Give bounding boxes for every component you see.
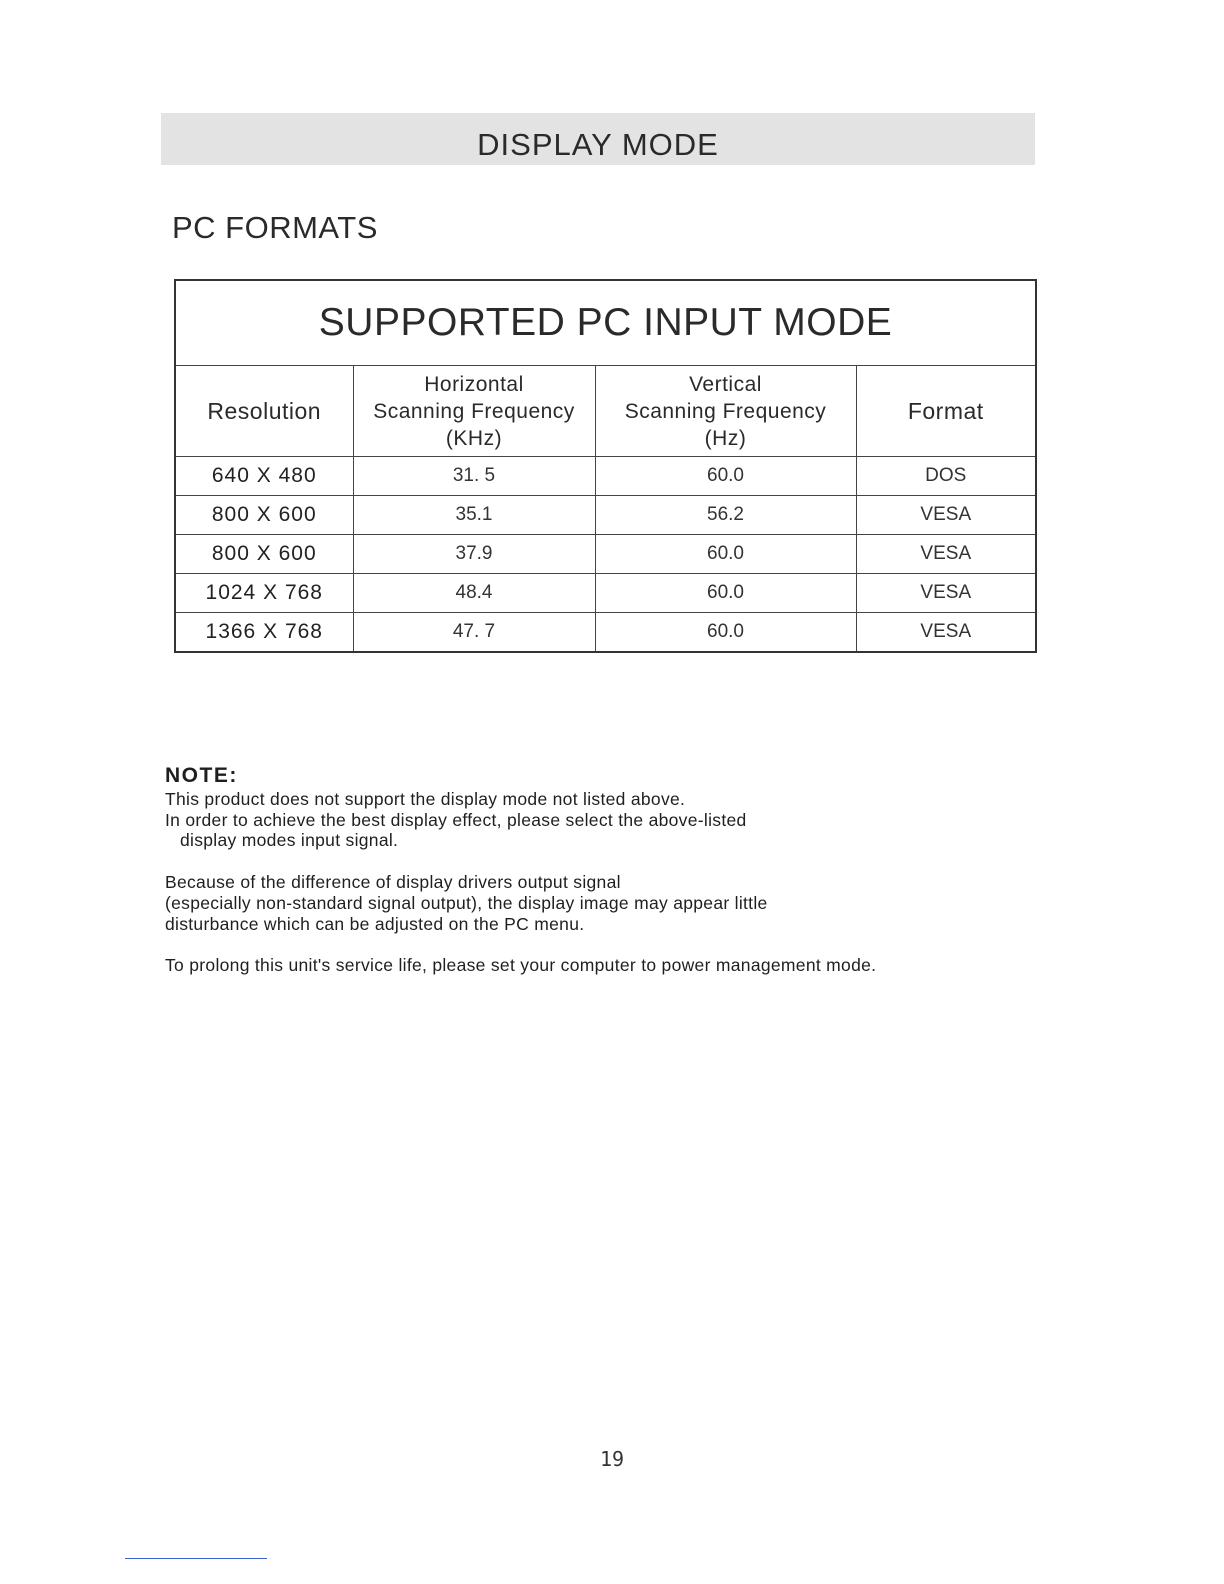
- horizontal-frequency-cell: 48.4: [353, 574, 595, 613]
- format-cell: VESA: [856, 613, 1036, 653]
- banner-title: DISPLAY MODE: [477, 127, 719, 162]
- header-vertical-line: (Hz): [704, 426, 747, 450]
- format-cell: VESA: [856, 574, 1036, 613]
- table-row: [175, 496, 1036, 535]
- header-horizontal-line: Horizontal: [424, 372, 524, 396]
- note-line: (especially non-standard signal output), the display image may appear little: [165, 892, 768, 913]
- header-horizontal-line: Scanning Frequency: [373, 399, 575, 423]
- note-section: [165, 766, 1025, 976]
- horizontal-frequency-cell: 35.1: [353, 496, 595, 535]
- format-cell: VESA: [856, 535, 1036, 574]
- horizontal-frequency-cell: 47. 7: [353, 613, 595, 653]
- resolution-cell: 1024 X 768: [175, 574, 353, 613]
- vertical-frequency-cell: 60.0: [595, 574, 856, 613]
- note-line: In order to achieve the best display effect, please select the above-listed: [165, 809, 747, 830]
- horizontal-frequency-cell: 37.9: [353, 535, 595, 574]
- header-horizontal: [353, 366, 595, 457]
- vertical-frequency-cell: 60.0: [595, 535, 856, 574]
- table-caption: SUPPORTED PC INPUT MODE: [175, 280, 1036, 366]
- header-horizontal-line: (KHz): [445, 426, 503, 450]
- header-vertical: [595, 366, 856, 457]
- resolution-cell: 640 X 480: [175, 457, 353, 496]
- note-line: This product does not support the display mode not listed above.: [165, 788, 686, 809]
- table-row: [175, 535, 1036, 574]
- note-line: display modes input signal.: [180, 830, 399, 851]
- format-cell: VESA: [856, 496, 1036, 535]
- section-title: PC FORMATS: [172, 210, 378, 245]
- note-label: NOTE:: [165, 764, 238, 787]
- page-number: 19: [599, 1447, 625, 1471]
- header-format: Format: [856, 366, 1036, 457]
- footer-divider: [125, 1558, 267, 1559]
- header-vertical-line: Scanning Frequency: [624, 399, 827, 423]
- resolution-cell: 1366 X 768: [175, 613, 353, 653]
- format-cell: DOS: [856, 457, 1036, 496]
- note-line: To prolong this unit's service life, please set your computer to power management mode.: [165, 955, 877, 976]
- table-row: [175, 574, 1036, 613]
- vertical-frequency-cell: 60.0: [595, 457, 856, 496]
- horizontal-frequency-cell: 31. 5: [353, 457, 595, 496]
- resolution-cell: 800 X 600: [175, 535, 353, 574]
- header-resolution: Resolution: [175, 366, 353, 457]
- resolution-cell: 800 X 600: [175, 496, 353, 535]
- note-line: disturbance which can be adjusted on the PC menu.: [165, 913, 585, 934]
- table-row: [175, 457, 1036, 496]
- vertical-frequency-cell: 56.2: [595, 496, 856, 535]
- table-header-row: [175, 366, 1036, 457]
- vertical-frequency-cell: 60.0: [595, 613, 856, 653]
- note-line: Because of the difference of display drivers output signal: [165, 871, 621, 892]
- table-row: [175, 613, 1036, 653]
- supported-modes-table: [174, 279, 1037, 653]
- header-vertical-line: Vertical: [689, 372, 762, 396]
- display-mode-banner: [161, 113, 1035, 165]
